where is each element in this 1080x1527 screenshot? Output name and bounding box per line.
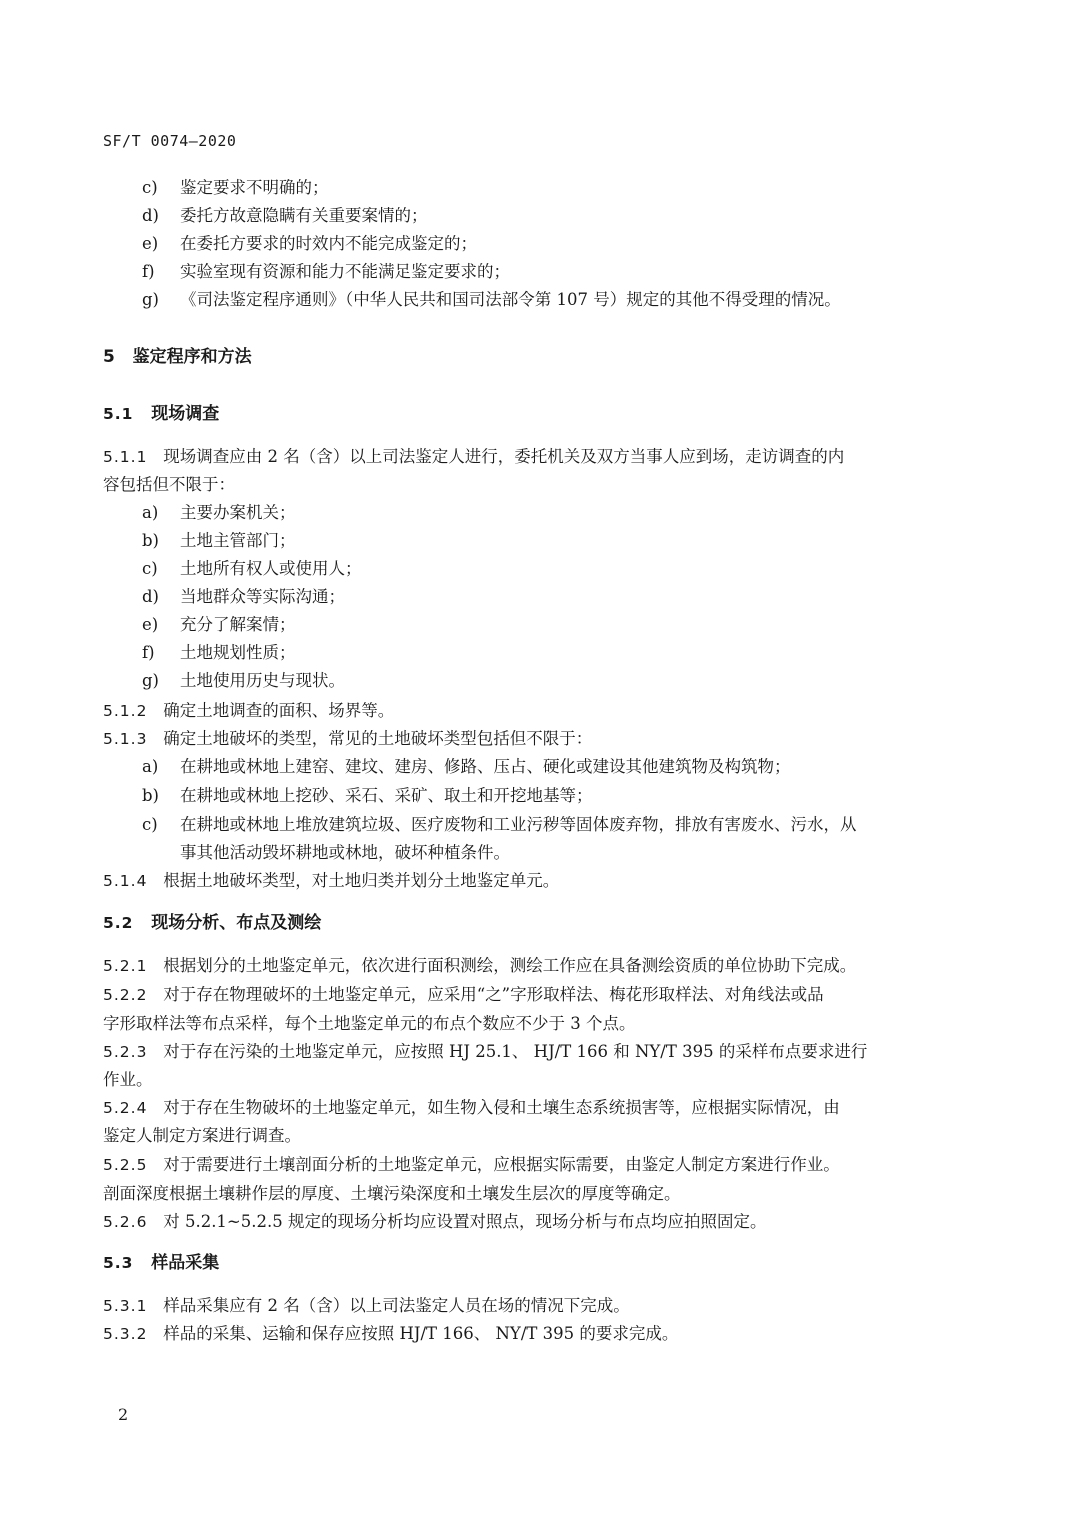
clause-text: 根据划分的土地鉴定单元，依次进行面积测绘，测绘工作应在具备测绘资质的单位协助下完成。 xyxy=(163,956,857,975)
list-item xyxy=(142,757,791,777)
standard-code: SF/T 0074—2020 xyxy=(103,132,237,150)
list-item xyxy=(142,206,428,226)
clause-5-2-5-cont: 剖面深度根据土壤耕作层的厚度、土壤污染深度和土壤发生层次的厚度等确定。 xyxy=(103,1184,681,1203)
clause-text: 确定土地调查的面积、场界等。 xyxy=(163,701,395,720)
list-item-label: g) xyxy=(142,290,159,309)
clause-text: 样品的采集、运输和保存应按照 HJ/T 166、 NY/T 395 的要求完成。 xyxy=(163,1324,679,1343)
clause-number: 5.2.1 xyxy=(103,957,148,975)
clause-text: 对于存在生物破坏的土地鉴定单元，如生物入侵和土壤生态系统损害等，应根据实际情况，由 xyxy=(163,1098,840,1117)
list-item-label: b) xyxy=(142,531,159,550)
clause-text: 确定土地破坏的类型，常见的土地破坏类型包括但不限于： xyxy=(163,729,593,748)
list-item xyxy=(142,643,296,663)
clause-text: 对于需要进行土壤剖面分析的土地鉴定单元，应根据实际需要，由鉴定人制定方案进行作业。 xyxy=(163,1155,840,1174)
list-item-label: g) xyxy=(142,671,159,690)
section-heading-5-3 xyxy=(103,1253,219,1273)
list-item-text: 鉴定要求不明确的； xyxy=(180,178,329,197)
section-heading-5-2 xyxy=(103,913,321,933)
clause-5-2-2-cont: 字形取样法等布点采样，每个土地鉴定单元的布点个数应不少于 3 个点。 xyxy=(103,1014,636,1033)
clause-number: 5.1.2 xyxy=(103,702,148,720)
clause-text: 对 5.2.1~5.2.5 规定的现场分析均应设置对照点，现场分析与布点均应拍照固定。 xyxy=(163,1212,767,1231)
clause-5-2-6 xyxy=(103,1212,766,1232)
list-item xyxy=(142,262,510,282)
list-item-text: 土地使用历史与现状。 xyxy=(180,671,345,690)
list-item-label: a) xyxy=(142,503,159,522)
section-title: 现场调查 xyxy=(151,404,220,424)
list-item xyxy=(142,671,345,691)
clause-number: 5.3.1 xyxy=(103,1297,148,1315)
list-item-text: 主要办案机关； xyxy=(180,503,296,522)
list-item-text: 在委托方要求的时效内不能完成鉴定的； xyxy=(180,234,477,253)
clause-5-2-3-cont: 作业。 xyxy=(103,1070,153,1089)
clause-number: 5.2.4 xyxy=(103,1099,148,1117)
list-item xyxy=(142,615,296,635)
clause-5-2-1 xyxy=(103,956,856,976)
clause-text: 对于存在物理破坏的土地鉴定单元，应采用“之”字形取样法、梅花形取样法、对角线法或品 xyxy=(163,985,824,1004)
clause-number: 5.3.2 xyxy=(103,1325,148,1343)
list-item xyxy=(142,786,593,806)
list-item-text: 土地规划性质； xyxy=(180,643,296,662)
section-title: 鉴定程序和方法 xyxy=(132,347,252,367)
list-item-text: 土地主管部门； xyxy=(180,531,296,550)
clause-5-2-4 xyxy=(103,1098,840,1118)
clause-text: 对于存在污染的土地鉴定单元，应按照 HJ 25.1、 HJ/T 166 和 NY/T 395 的采样布点要求进行 xyxy=(163,1042,868,1061)
list-item xyxy=(142,587,345,607)
list-item xyxy=(142,503,296,523)
list-item xyxy=(142,531,296,551)
section-title: 样品采集 xyxy=(151,1253,220,1273)
list-item-label: e) xyxy=(142,234,159,253)
list-item-text: 在耕地或林地上挖砂、采石、采矿、取土和开挖地基等； xyxy=(180,786,593,805)
list-item-text: 实验室现有资源和能力不能满足鉴定要求的； xyxy=(180,262,510,281)
clause-5-3-1 xyxy=(103,1296,630,1316)
clause-5-1-1-cont: 容包括但不限于： xyxy=(103,475,235,494)
list-item xyxy=(142,815,857,835)
list-item-text: 充分了解案情； xyxy=(180,615,296,634)
clause-5-3-2 xyxy=(103,1324,678,1344)
section-number: 5.2 xyxy=(103,914,134,932)
clause-5-1-4 xyxy=(103,871,559,891)
list-item-label: b) xyxy=(142,786,159,805)
clause-5-2-4-cont: 鉴定人制定方案进行调查。 xyxy=(103,1126,301,1145)
list-item-label: c) xyxy=(142,815,158,834)
list-item xyxy=(142,290,841,310)
list-item-label: c) xyxy=(142,178,158,197)
clause-5-2-3 xyxy=(103,1042,867,1062)
list-item xyxy=(142,559,362,579)
list-item-text: 在耕地或林地上建窑、建坟、建房、修路、压占、硬化或建设其他建筑物及构筑物； xyxy=(180,757,791,776)
clause-5-1-3 xyxy=(103,729,592,749)
section-number: 5 xyxy=(103,347,115,367)
list-item xyxy=(142,178,329,198)
clause-5-2-2 xyxy=(103,985,824,1005)
clause-text: 现场调查应由 2 名（含）以上司法鉴定人进行，委托机关及双方当事人应到场，走访调查的内 xyxy=(163,447,845,466)
page-number: 2 xyxy=(118,1405,129,1424)
clause-text: 样品采集应有 2 名（含）以上司法鉴定人员在场的情况下完成。 xyxy=(163,1296,630,1315)
clause-number: 5.2.5 xyxy=(103,1156,148,1174)
list-item-text: 土地所有权人或使用人； xyxy=(180,559,362,578)
list-item-label: d) xyxy=(142,206,159,225)
section-heading-5 xyxy=(103,347,252,367)
clause-text: 根据土地破坏类型，对土地归类并划分土地鉴定单元。 xyxy=(163,871,560,890)
list-item-label: d) xyxy=(142,587,159,606)
section-heading-5-1 xyxy=(103,404,219,424)
list-item-label: e) xyxy=(142,615,159,634)
clause-5-2-5 xyxy=(103,1155,840,1175)
clause-number: 5.1.1 xyxy=(103,448,148,466)
clause-number: 5.2.3 xyxy=(103,1043,148,1061)
section-number: 5.1 xyxy=(103,405,134,423)
list-item-text: 委托方故意隐瞒有关重要案情的； xyxy=(180,206,428,225)
list-item-label: f) xyxy=(142,262,155,281)
list-item-cont: 事其他活动毁坏耕地或林地，破坏种植条件。 xyxy=(180,843,510,862)
list-item-text: 当地群众等实际沟通； xyxy=(180,587,345,606)
clause-5-1-2 xyxy=(103,701,394,721)
section-title: 现场分析、布点及测绘 xyxy=(151,913,322,933)
list-item-text: 在耕地或林地上堆放建筑垃圾、医疗废物和工业污秽等固体废弃物，排放有害废水、污水，从 xyxy=(180,815,857,834)
clause-number: 5.2.6 xyxy=(103,1213,148,1231)
list-item-label: a) xyxy=(142,757,159,776)
section-number: 5.3 xyxy=(103,1254,134,1272)
clause-5-1-1 xyxy=(103,447,844,467)
clause-number: 5.1.3 xyxy=(103,730,148,748)
list-item-label: f) xyxy=(142,643,155,662)
list-item-label: c) xyxy=(142,559,158,578)
list-item xyxy=(142,234,477,254)
clause-number: 5.1.4 xyxy=(103,872,148,890)
list-item-text: 《司法鉴定程序通则》（中华人民共和国司法部令第 107 号）规定的其他不得受理的情况。 xyxy=(180,290,841,309)
clause-number: 5.2.2 xyxy=(103,986,148,1004)
